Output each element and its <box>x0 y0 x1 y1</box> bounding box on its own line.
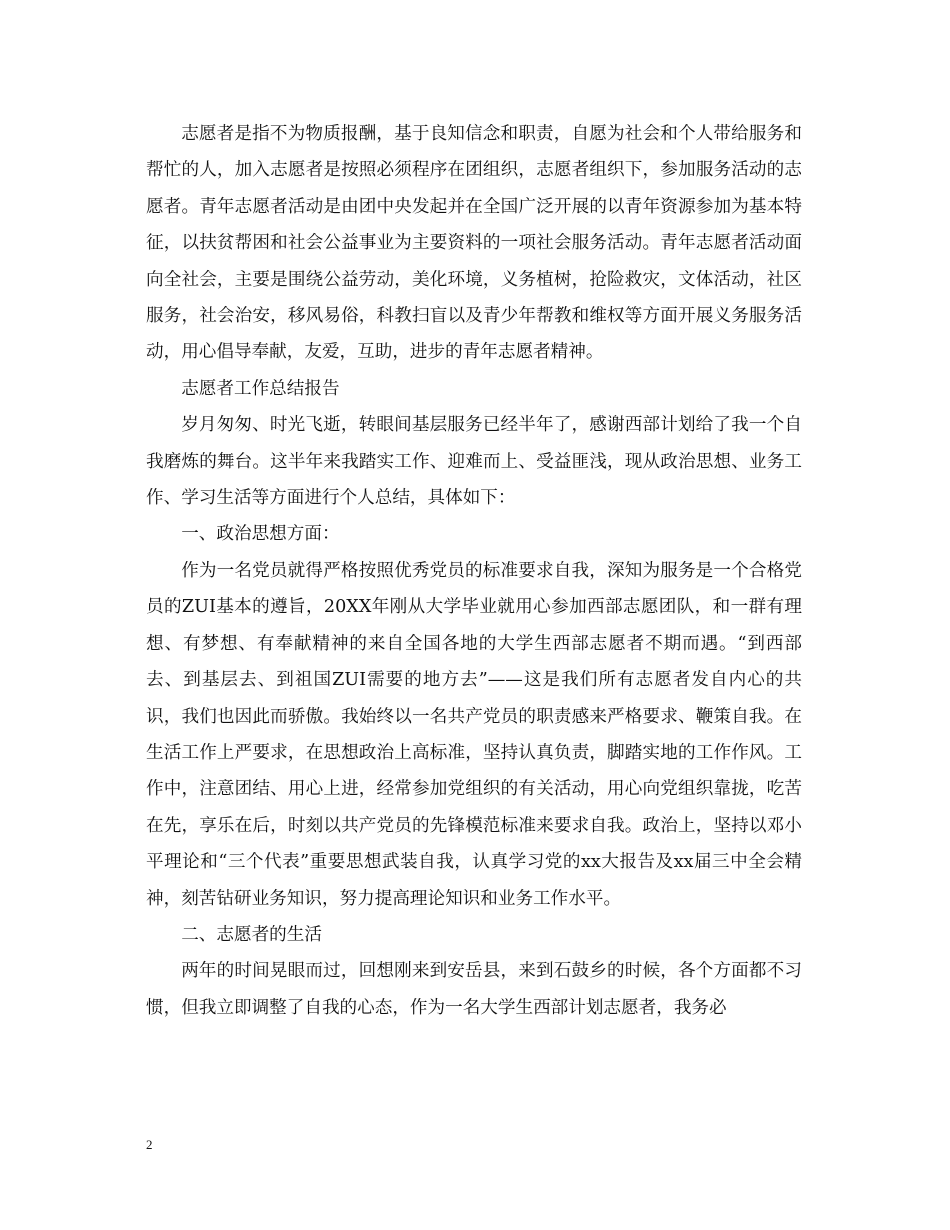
document-body <box>146 116 802 1026</box>
opening-paragraph: 岁月匆匆、时光飞逝，转眼间基层服务已经半年了，感谢西部计划给了我一个自我磨炼的舞台。这半年来我踏实工作、迎难而上、受益匪浅，现从政治思想、业务工作、学习生活等方面进行个人总结，具体如下： <box>146 415 802 509</box>
life-paragraph: 两年的时间晃眼而过，回想刚来到安岳县，来到石鼓乡的时候，各个方面都不习惯，但我立即调整了自我的心态，作为一名大学生西部计划志愿者，我务必 <box>146 961 802 1018</box>
section-heading-politics: 一、政治思想方面： <box>181 524 340 545</box>
report-title-line: 志愿者工作总结报告 <box>181 378 340 399</box>
politics-paragraph: 作为一名党员就得严格按照优秀党员的标准要求自我，深知为服务是一个合格党员的ZUI基本的遵旨，20XX年刚从大学毕业就用心参加西部志愿团队，和一群有理想、有梦想、有奉献精神的来自全国各地的大学生西部志愿者不期而遇。“到西部去、到基层去、到祖国ZUI需要的地方去”——这是我们所有志愿者发自内心的共识，我们也因此而骄傲。我始终以一名共产党员的职责感来严格要求、鞭策自我。在生活工作上严要求，在思想政治上高标准，坚持认真负责，脚踏实地的工作作风。工作中，注意团结、用心上进，经常参加党组织的有关活动，用心向党组织靠拢，吃苦在先，享乐在后，时刻以共产党员的先锋模范标准来要求自我。政治上，坚持以邓小平理论和“三个代表”重要思想武装自我，认真学习党的xx大报告及xx届三中全会精神，刻苦钻研业务知识，努力提高理论知识和业务工作水平。 <box>146 560 802 909</box>
section-heading-life: 二、志愿者的生活 <box>181 924 322 945</box>
intro-paragraph: 志愿者是指不为物质报酬，基于良知信念和职责，自愿为社会和个人带给服务和帮忙的人，加入志愿者是按照必须程序在团组织，志愿者组织下，参加服务活动的志愿者。青年志愿者活动是由团中央发起并在全国广泛开展的以青年资源参加为基本特征，以扶贫帮困和社会公益事业为主要资料的一项社会服务活动。青年志愿者活动面向全社会，主要是围绕公益劳动，美化环境，义务植树，抢险救灾，文体活动，社区服务，社会治安，移风易俗，科教扫盲以及青少年帮教和维权等方面开展义务服务活动，用心倡导奉献，友爱，互助，进步的青年志愿者精神。 <box>146 124 802 363</box>
page-number: 2 <box>146 1137 153 1152</box>
